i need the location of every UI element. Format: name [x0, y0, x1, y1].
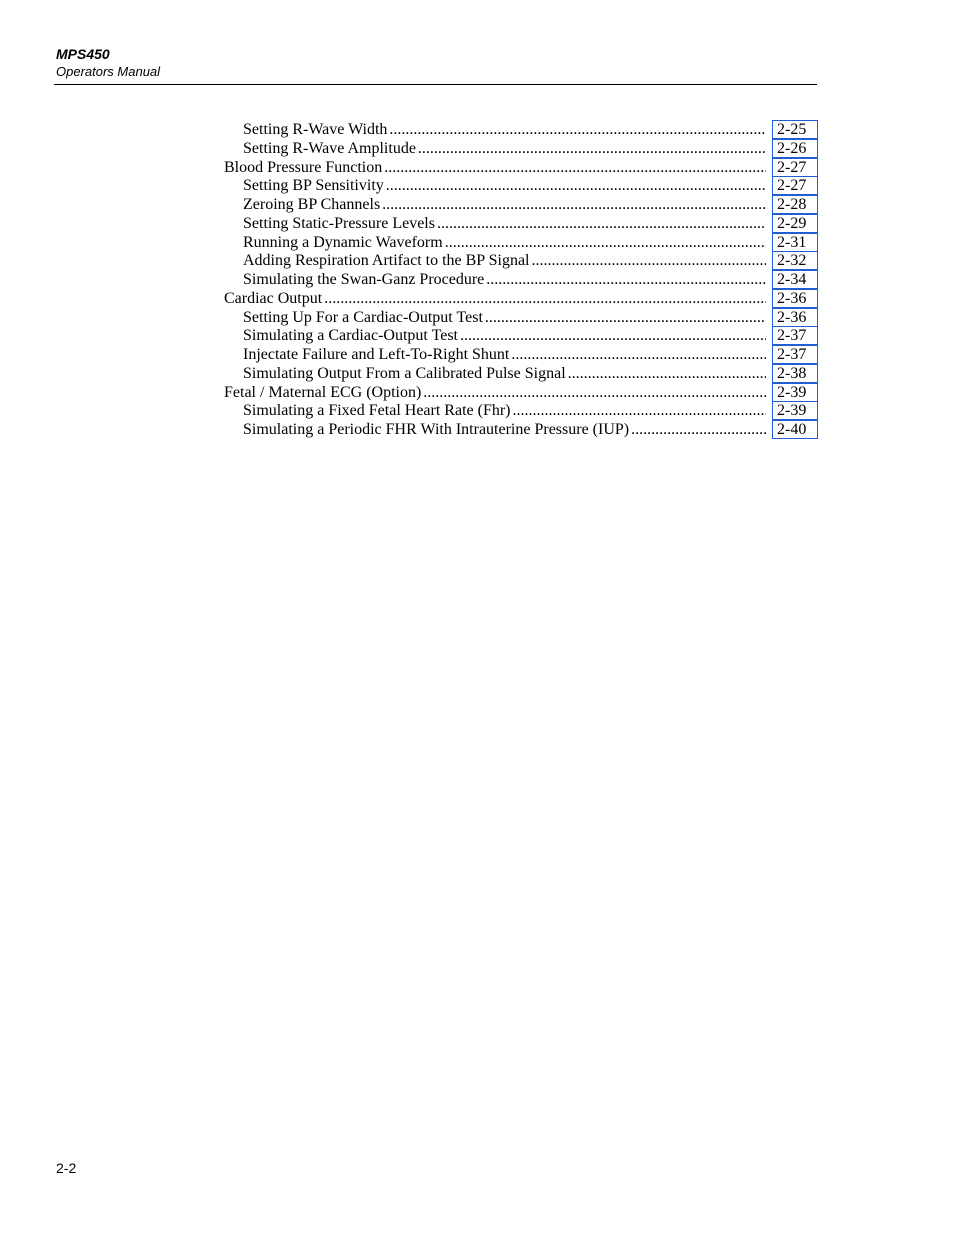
document-title: MPS450 [56, 46, 110, 62]
toc-entry [224, 420, 818, 439]
toc-dot-leader [384, 159, 766, 178]
toc-entry [224, 139, 818, 158]
toc-entry-label: Running a Dynamic Waveform [243, 233, 443, 251]
toc-entry [224, 289, 818, 308]
toc-entry-label: Adding Respiration Artifact to the BP Signal [243, 252, 530, 270]
toc-dot-leader [445, 234, 766, 253]
page-header [56, 45, 816, 80]
toc-entry [224, 308, 818, 327]
toc-entry-label: Blood Pressure Function [224, 158, 383, 176]
toc-dot-leader [423, 384, 766, 403]
toc-entry-label: Simulating the Swan-Ganz Procedure [243, 271, 485, 288]
toc-entry-label: Cardiac Output [224, 289, 323, 307]
toc-entry-label: Zeroing BP Channels [243, 196, 381, 213]
toc-entry-label: Simulating a Cardiac-Output Test [243, 327, 458, 345]
toc-entry [224, 345, 818, 364]
toc-dot-leader [485, 309, 766, 328]
toc-entry-label: Simulating a Periodic FHR With Intrauterine Pressure (IUP) [243, 421, 630, 438]
toc-entry-label: Setting Up For a Cardiac-Output Test [243, 308, 483, 326]
toc-page-link[interactable]: 2-37 [772, 345, 818, 364]
toc-dot-leader [418, 140, 766, 159]
toc-page-link[interactable]: 2-36 [772, 289, 818, 308]
toc-page-link[interactable]: 2-27 [772, 176, 818, 195]
toc-page-link[interactable]: 2-37 [772, 326, 818, 345]
toc-entry [224, 214, 818, 233]
header-divider [54, 84, 817, 85]
toc-entry [224, 233, 818, 252]
page-number: 2-2 [56, 1160, 77, 1176]
toc-page-link[interactable]: 2-39 [772, 401, 818, 420]
toc-entry-label: Setting R-Wave Amplitude [243, 139, 416, 157]
toc-dot-leader [511, 346, 766, 365]
toc-page-link[interactable]: 2-26 [772, 139, 818, 158]
toc-dot-leader [513, 402, 767, 421]
toc-entry-label: Injectate Failure and Left-To-Right Shunt [243, 346, 510, 363]
toc-page-link[interactable]: 2-25 [772, 120, 818, 139]
toc-entry-label: Setting BP Sensitivity [243, 177, 384, 195]
toc-entry-label: Simulating a Fixed Fetal Heart Rate (Fhr) [243, 402, 511, 420]
toc-entry [224, 383, 818, 402]
table-of-contents [224, 120, 818, 439]
toc-dot-leader [386, 177, 766, 196]
toc-dot-leader [389, 121, 766, 140]
toc-entry [224, 270, 818, 289]
toc-page-link[interactable]: 2-34 [772, 270, 818, 289]
toc-entry [224, 401, 818, 420]
toc-dot-leader [382, 196, 766, 215]
toc-page-link[interactable]: 2-38 [772, 364, 818, 383]
toc-entry [224, 158, 818, 177]
document-subtitle: Operators Manual [56, 64, 161, 79]
toc-entry [224, 251, 818, 270]
toc-dot-leader [324, 290, 766, 309]
toc-entry [224, 364, 818, 383]
toc-entry [224, 195, 818, 214]
toc-page-link[interactable]: 2-36 [772, 308, 818, 327]
toc-page-link[interactable]: 2-28 [772, 195, 818, 214]
toc-entry [224, 326, 818, 345]
toc-entry-label: Setting R-Wave Width [243, 121, 388, 138]
toc-dot-leader [532, 252, 767, 271]
toc-page-link[interactable]: 2-29 [772, 214, 818, 233]
toc-page-link[interactable]: 2-31 [772, 233, 818, 252]
toc-page-link[interactable]: 2-39 [772, 383, 818, 402]
toc-page-link[interactable]: 2-27 [772, 158, 818, 177]
toc-dot-leader [486, 271, 766, 290]
toc-entry-label: Setting Static-Pressure Levels [243, 214, 435, 232]
toc-page-link[interactable]: 2-32 [772, 251, 818, 270]
toc-entry-label: Fetal / Maternal ECG (Option) [224, 383, 422, 401]
toc-dot-leader [568, 365, 766, 384]
toc-dot-leader [631, 421, 766, 440]
toc-entry [224, 120, 818, 139]
toc-dot-leader [460, 327, 766, 346]
toc-entry-label: Simulating Output From a Calibrated Pulse Signal [243, 364, 566, 382]
toc-dot-leader [437, 215, 766, 234]
toc-page-link[interactable]: 2-40 [772, 420, 818, 439]
toc-entry [224, 176, 818, 195]
